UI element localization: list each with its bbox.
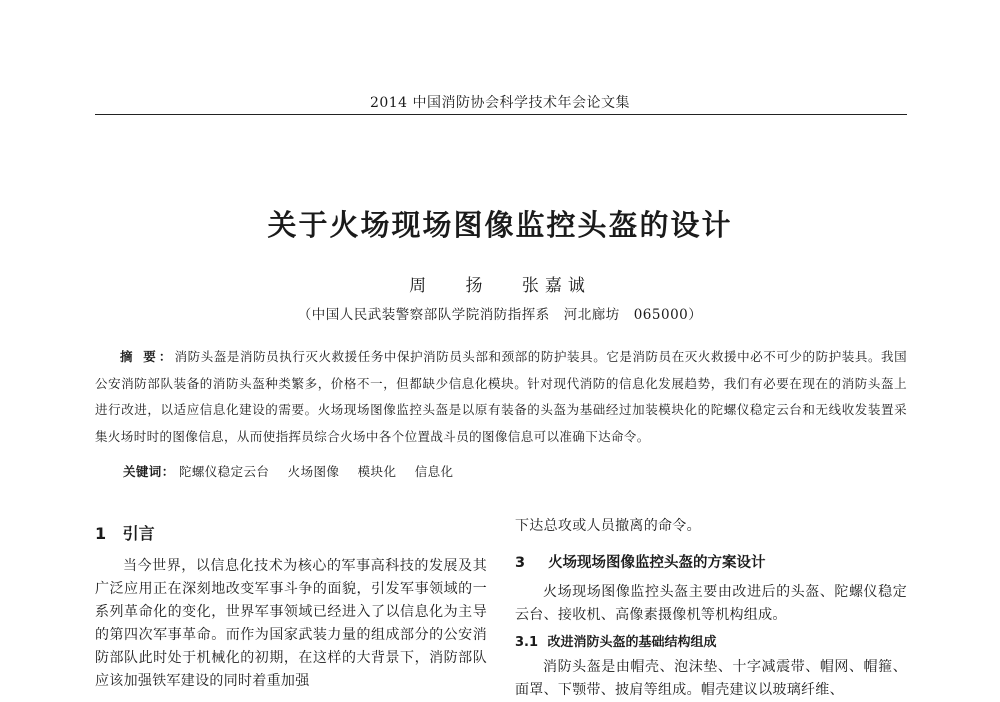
section-heading-1 [95,515,487,555]
subsection-title: 改进消防头盔的基础结构组成 [547,635,717,650]
keywords-label: 关键词： [123,464,175,479]
right-column [515,515,907,702]
abstract [95,344,907,450]
section-3-paragraph: 火场现场图像监控头盔主要由改进后的头盔、陀螺仪稳定云台、接收机、高像素摄像机等机构组成。 [515,584,907,623]
author-2: 张嘉诚 [521,276,591,296]
affiliation: （中国人民武装警察部队学院消防指挥系 河北廊坊 065000） [297,307,703,323]
section-title: 火场现场图像监控头盔的方案设计 [548,555,766,571]
left-column [95,515,487,693]
subsection-heading-3-1 [515,630,907,656]
keyword: 信息化 [414,464,454,479]
subsection-number: 3.1 [515,635,539,650]
section-heading-3 [515,545,907,581]
subsection-3-1-paragraph: 消防头盔是由帽壳、泡沫垫、十字减震带、帽网、帽箍、面罩、下颚带、披肩等组成。帽壳建议以玻璃纤维、 [515,659,907,698]
abstract-text: 消防头盔是消防员执行灭火救援任务中保护消防员头部和颈部的防护装具。它是消防员在灭火救援中必不可少的防护装具。我国公安消防部队装备的消防头盔种类繁多，价格不一，但都缺少信息化模块。针对现代消防的信息化发展趋势，我们有必要在现在的消防头盔上进行改进，以适应信息化建设的需要。火场现场图像监控头盔是以原有装备的头盔为基础经过加装模块化的陀螺仪稳定云台和无线收发装置采集火场时时的图像信息，从而使指挥员综合火场中各个位置战斗员的图像信息可以准确下达命令。 [95,349,908,444]
running-header: 2014 中国消防协会科学技术年会论文集 [369,95,631,111]
keywords [123,462,903,480]
author-1: 周 扬 [409,276,489,296]
authors [0,271,1000,296]
paper-title: 关于火场现场图像监控头盔的设计 [267,208,733,242]
continuation-text: 下达总攻或人员撤离的命令。 [515,518,701,534]
section-title: 引言 [122,524,155,543]
section-1-paragraph: 当今世界，以信息化技术为核心的军事高科技的发展及其广泛应用正在深刻地改变军事斗争的面貌，引发军事领域的一系列革命化的变化，世界军事领域已经进入了以信息化为主导的第四次军事革命。而作为国家武装力量的组成部分的公安消防部队此时处于机械化的初期，在这样的大背景下，消防部队应该加强铁军建设的同时着重加强 [95,558,487,689]
header-rule [95,114,907,115]
keyword: 模块化 [357,464,397,479]
keyword: 火场图像 [287,464,340,479]
abstract-label: 摘 要： [120,349,175,364]
section-number: 3 [515,555,526,571]
keyword: 陀螺仪稳定云台 [178,464,270,479]
section-number: 1 [95,524,107,543]
